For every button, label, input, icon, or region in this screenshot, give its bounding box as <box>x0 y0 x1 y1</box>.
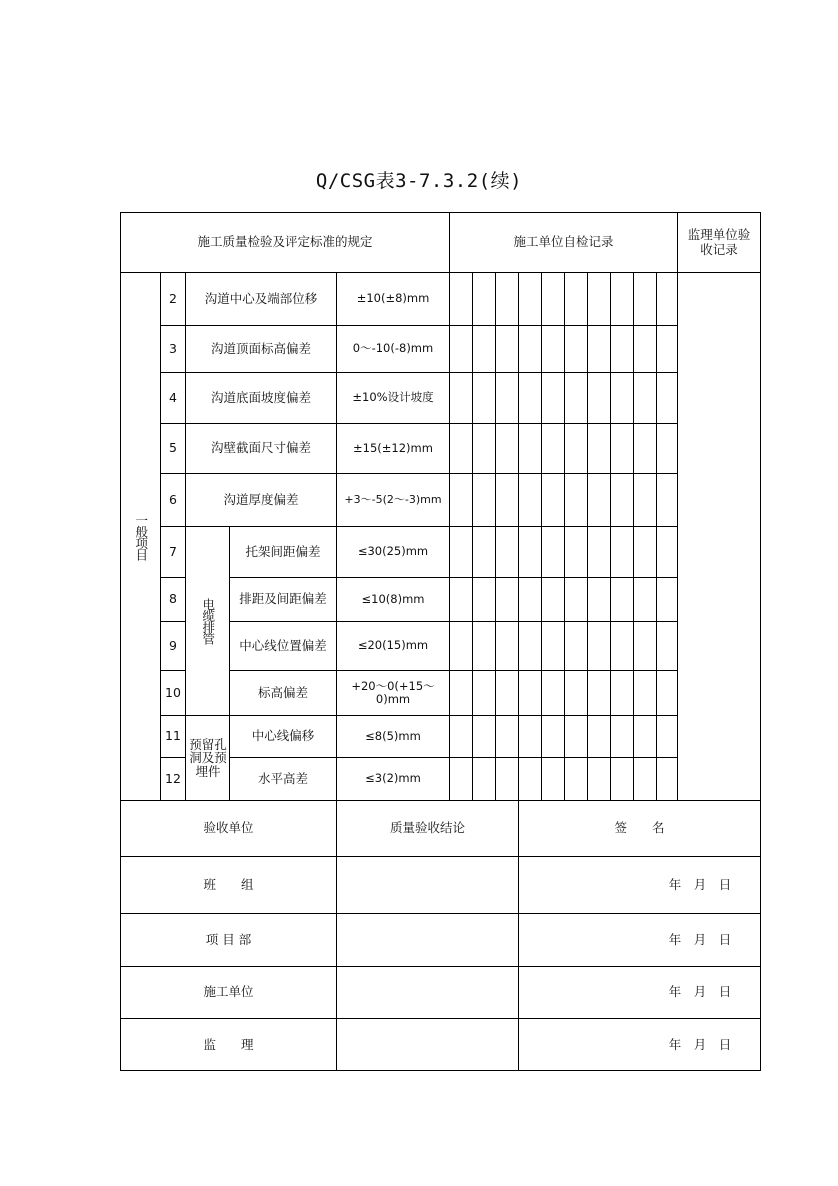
item-standard: ±10(±8)mm <box>356 291 430 306</box>
acceptance-date: 年 月 日 <box>668 876 732 892</box>
acceptance-unit-header: 验收单位 <box>203 820 254 836</box>
form-title: Q/CSG表3-7.3.2(续) <box>315 170 523 192</box>
group-cable-pipe: 电缆排管 <box>200 598 216 644</box>
item-no: 5 <box>169 440 177 456</box>
acceptance-date: 年 月 日 <box>668 1036 732 1052</box>
category-label: 一般项目 <box>133 513 149 560</box>
item-standard: 0～-10(-8)mm <box>352 341 434 356</box>
item-no: 2 <box>169 290 177 306</box>
item-standard: ≤3(2)mm <box>365 771 421 786</box>
item-no: 7 <box>169 543 177 559</box>
acceptance-sign-header: 签 名 <box>614 820 665 836</box>
acceptance-date: 年 月 日 <box>668 984 732 1000</box>
item-name: 水平高差 <box>257 770 308 786</box>
acceptance-conclusion-header: 质量验收结论 <box>389 820 465 836</box>
header-self-check: 施工单位自检记录 <box>513 234 614 250</box>
item-name: 中心线位置偏差 <box>239 637 327 653</box>
item-no: 3 <box>169 340 177 356</box>
item-standard: ±10%设计坡度 <box>352 390 434 405</box>
acceptance-unit: 施工单位 <box>203 984 254 1000</box>
item-standard: ≤10(8)mm <box>361 591 425 606</box>
item-no: 9 <box>169 637 177 653</box>
header-supervisor: 监理单位验收记录 <box>687 227 751 257</box>
item-name: 沟道顶面标高偏差 <box>210 340 311 356</box>
header-standard: 施工质量检验及评定标准的规定 <box>197 234 373 250</box>
item-name: 中心线偏移 <box>251 728 315 744</box>
item-standard: ≤30(25)mm <box>357 544 429 559</box>
item-name: 排距及间距偏差 <box>239 591 327 607</box>
group-reserved: 预留孔洞及预埋件 <box>189 737 227 779</box>
acceptance-unit: 监 理 <box>203 1036 254 1052</box>
item-no: 10 <box>165 684 181 700</box>
item-no: 8 <box>169 591 177 607</box>
item-name: 沟道中心及端部位移 <box>204 290 318 306</box>
item-name: 托架间距偏差 <box>245 543 321 559</box>
item-standard: ≤20(15)mm <box>357 638 429 653</box>
acceptance-date: 年 月 日 <box>668 931 732 947</box>
item-standard: +3～-5(2～-3)mm <box>344 492 442 506</box>
item-standard: ≤8(5)mm <box>365 728 421 743</box>
item-name: 标高偏差 <box>257 684 308 700</box>
item-no: 12 <box>165 770 181 786</box>
item-name: 沟壁截面尺寸偏差 <box>210 440 311 456</box>
item-standard: ±15(±12)mm <box>353 440 433 455</box>
item-no: 6 <box>169 491 177 507</box>
item-standard: +20～0(+15～0)mm <box>351 678 435 706</box>
item-name: 沟道底面坡度偏差 <box>210 389 311 405</box>
item-no: 4 <box>169 389 177 405</box>
acceptance-unit: 项 目 部 <box>205 931 252 947</box>
acceptance-unit: 班 组 <box>203 876 254 892</box>
item-name: 沟道厚度偏差 <box>223 491 299 507</box>
item-no: 11 <box>165 728 181 744</box>
